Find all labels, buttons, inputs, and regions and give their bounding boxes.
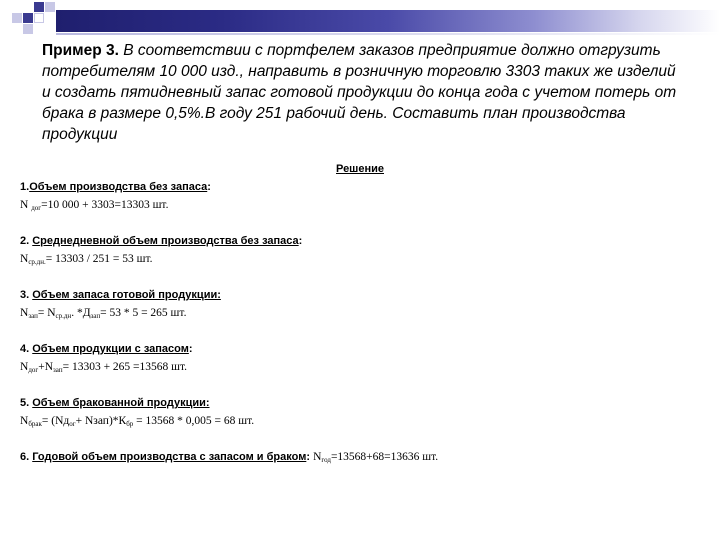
- section-2: [20, 232, 700, 268]
- section-title-text: Среднедневной объем производства без запаса: [32, 235, 299, 247]
- section-title-text: Годовой объем производства с запасом и браком: [32, 451, 307, 463]
- section-number: 6.: [20, 451, 33, 463]
- section-colon: :: [306, 451, 314, 463]
- section-title: [20, 178, 700, 196]
- solution-block: [20, 160, 700, 466]
- section-title-text: Объем продукции с запасом: [32, 343, 189, 355]
- section-title-text: Объем бракованной продукции:: [32, 397, 210, 409]
- section-number: 3.: [20, 289, 33, 301]
- task-text: В соответствии с портфелем заказов предприятие должно отгрузить потребителям 10 000 изд., направить в розничную торговлю 3303 таких же изделий и создать пятидневный запас готовой продукции до конца года с учетом потерь от брака в размере 0,5%.В году 251 рабочий день. Составить план производства продукции: [42, 42, 677, 143]
- header-decoration: [0, 0, 720, 40]
- section-6: [20, 448, 700, 466]
- section-colon: :: [298, 235, 303, 247]
- section-title: [20, 394, 700, 412]
- formula: $N_{зап}= N_{ср.дн}$. $*Д_{зап}= 53 * 5 = 265$ шт.: [20, 307, 187, 320]
- section-title-text: Объем запаса готовой продукции:: [32, 289, 221, 301]
- section-5: [20, 394, 700, 430]
- example-label: Пример 3.: [42, 42, 119, 59]
- corner-square-icon: [12, 13, 22, 23]
- corner-square-icon: [23, 24, 33, 34]
- section-number: 1.: [20, 181, 30, 193]
- task-statement: [42, 40, 682, 145]
- formula: $N_{год}=13568+68=13636$ шт.: [313, 451, 439, 464]
- section-title: [20, 232, 700, 250]
- formula: $N_{ср.дн.}= 13303 / 251 = 53$ шт.: [20, 253, 153, 266]
- section-title: [20, 340, 700, 358]
- section-title: [20, 286, 700, 304]
- corner-square-icon: [34, 13, 44, 23]
- section-title: [20, 448, 700, 466]
- formula: N $_{дог}$=10 000 + 3303=13303 шт.: [20, 199, 169, 212]
- corner-square-icon: [34, 2, 44, 12]
- corner-square-icon: [23, 13, 33, 23]
- formula: $N_{брак}= (Nд_{ог}+$ $Nзап)*К_{бр} = 13568 * 0,005 = 68$ шт.: [20, 415, 255, 428]
- corner-square-icon: [45, 2, 55, 12]
- solution-heading: Решение: [336, 163, 384, 175]
- section-number: 5.: [20, 397, 33, 409]
- section-4: [20, 340, 700, 376]
- section-1: [20, 178, 700, 214]
- formula: $N_{дог}+N_{зап}= 13303 + 265 =13568$ шт.: [20, 361, 188, 374]
- header-gradient-underline: [56, 33, 720, 35]
- section-title-text: Объем производства без запаса: [29, 181, 208, 193]
- section-number: 2.: [20, 235, 33, 247]
- section-number: 4.: [20, 343, 33, 355]
- section-colon: :: [188, 343, 193, 355]
- header-gradient-bar: [56, 10, 720, 32]
- section-3: [20, 286, 700, 322]
- section-colon: :: [207, 181, 211, 193]
